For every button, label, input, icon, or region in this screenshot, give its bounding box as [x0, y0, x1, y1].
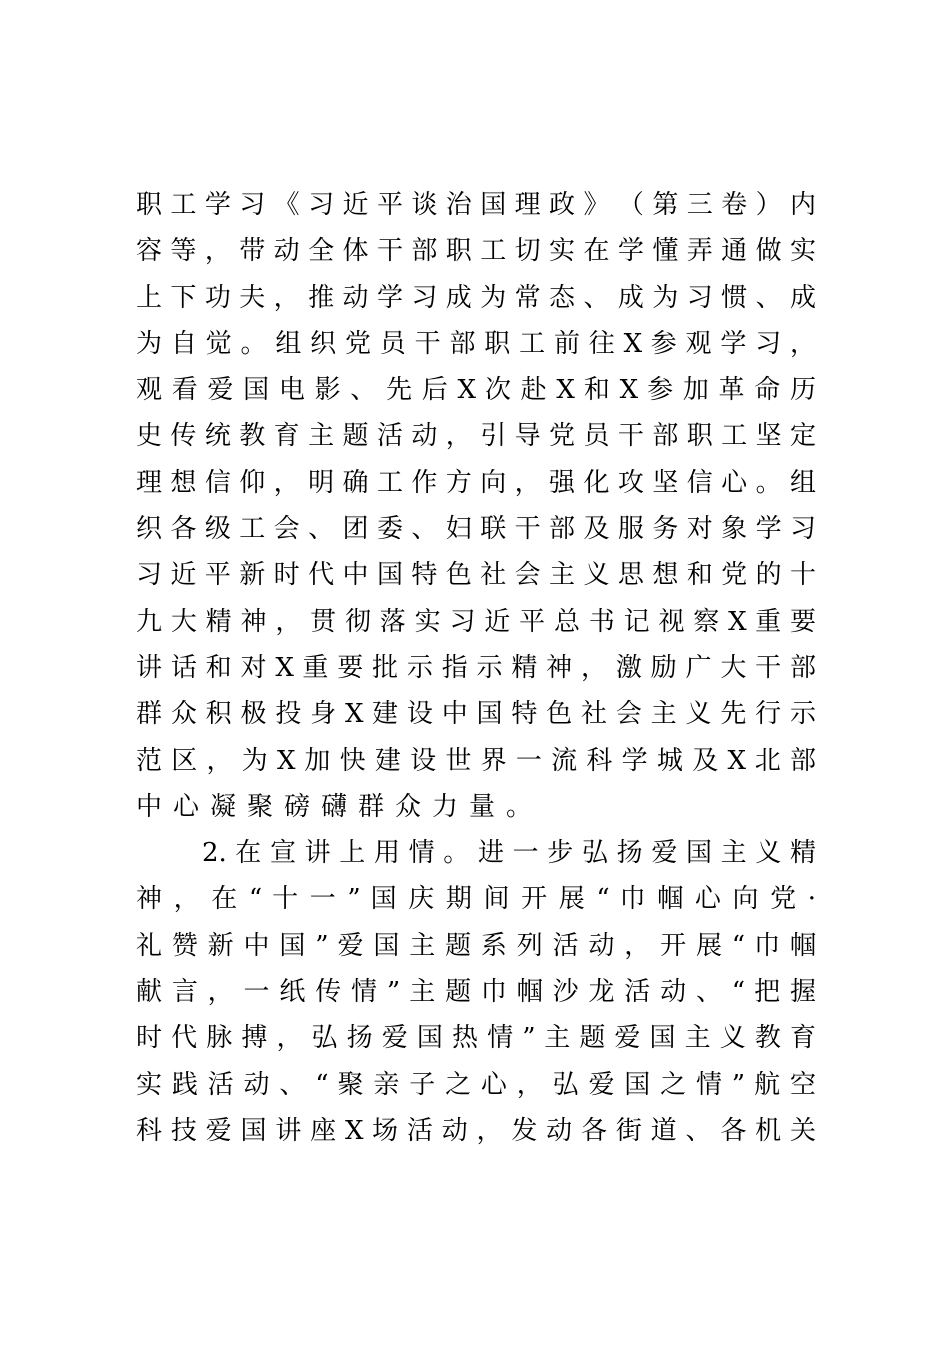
text-line: 礼 赞 新 中 国 ” 爱 国 主 题 系 列 活 动 ， 开 展 “ 巾 帼 — [136, 930, 816, 961]
text-line: 史 传 统 教 育 主 题 活 动 ， 引 导 党 员 干 部 职 工 坚 定 — [136, 421, 816, 452]
text-line: 九 大 精 神 ， 贯 彻 落 实 习 近 平 总 书 记 视 察 X 重 要 — [136, 606, 816, 637]
text-line: 织 各 级 工 会 、 团 委 、 妇 联 干 部 及 服 务 对 象 学 习 — [136, 514, 816, 545]
text-line: 讲 话 和 对 X 重 要 批 示 指 示 精 神 ， 激 励 广 大 干 部 — [136, 652, 816, 683]
text-line: 职 工 学 习 《 习 近 平 谈 治 国 理 政 》 （ 第 三 卷 ） 内 — [136, 190, 816, 220]
text-line: 时 代 脉 搏 ， 弘 扬 爱 国 热 情 ” 主 题 爱 国 主 义 教 育 — [136, 1023, 816, 1054]
body-text — [136, 182, 816, 1154]
section-heading-line: 2. 在 宣 讲 上 用 情 。 进 一 步 弘 扬 爱 国 主 义 精 — [202, 838, 816, 869]
text-line: 为 自 觉 。 组 织 党 员 干 部 职 工 前 往 X 参 观 学 习 ， — [136, 328, 816, 359]
text-line: 容 等 ， 带 动 全 体 干 部 职 工 切 实 在 学 懂 弄 通 做 实 — [136, 236, 816, 267]
text-line: 群 众 积 极 投 身 X 建 设 中 国 特 色 社 会 主 义 先 行 示 — [136, 699, 816, 730]
text-line: 上 下 功 夫 ， 推 动 学 习 成 为 常 态 、 成 为 习 惯 、 成 — [136, 282, 816, 313]
paragraph-end-line: 中心凝聚磅礴群众力量。 — [136, 791, 544, 822]
text-line: 观 看 爱 国 电 影 、 先 后 X 次 赴 X 和 X 参 加 革 命 历 — [136, 375, 816, 406]
text-line: 范 区 ， 为 X 加 快 建 设 世 界 一 流 科 学 城 及 X 北 部 — [136, 745, 816, 776]
text-line: 献 言 ， 一 纸 传 情 ” 主 题 巾 帼 沙 龙 活 动 、 “ 把 握 — [136, 977, 816, 1008]
text-line: 神 ， 在 “ 十 一 ” 国 庆 期 间 开 展 “ 巾 帼 心 向 党 · — [136, 884, 816, 915]
text-line: 科 技 爱 国 讲 座 X 场 活 动 ， 发 动 各 街 道 、 各 机 关 — [136, 1115, 816, 1146]
text-line: 习 近 平 新 时 代 中 国 特 色 社 会 主 义 思 想 和 党 的 十 — [136, 560, 816, 591]
text-line: 理 想 信 仰 ， 明 确 工 作 方 向 ， 强 化 攻 坚 信 心 。 组 — [136, 467, 816, 498]
text-line: 实 践 活 动 、 “ 聚 亲 子 之 心 ， 弘 爱 国 之 情 ” 航 空 — [136, 1069, 816, 1100]
